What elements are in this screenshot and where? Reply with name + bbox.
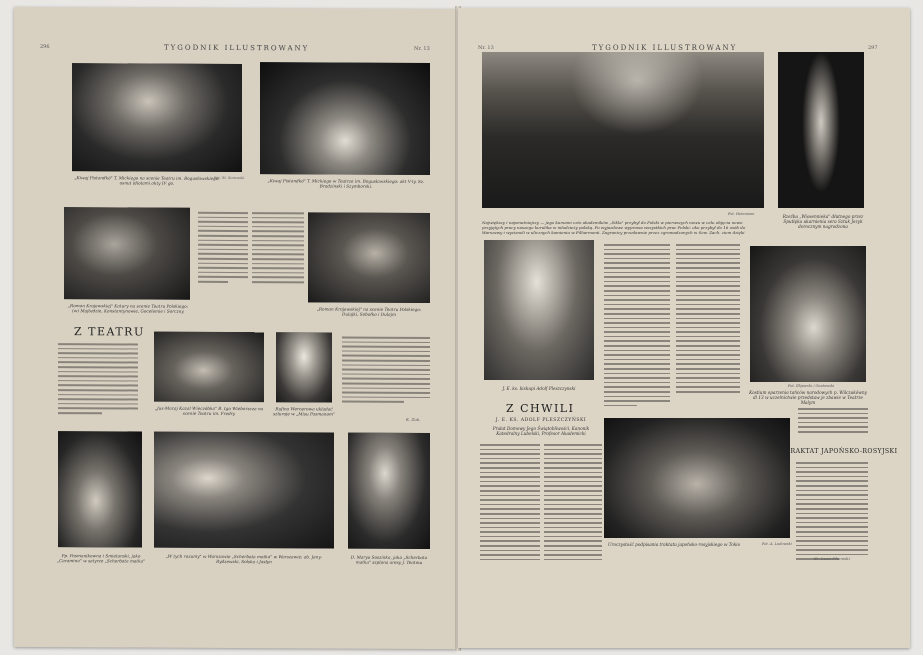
right-issue-number: Nr. 13 (478, 45, 494, 51)
obituary-subtitle: Prałat Domowy Jego Świątobliwości, Kanonik Katedralny Lubelski, Profesor Akademicki (492, 426, 590, 436)
article-column-2 (252, 212, 304, 286)
article-column-1 (198, 212, 248, 286)
photo-1-credit: Fot. St. Sorowski (214, 175, 245, 181)
right-page-number: 297 (868, 45, 878, 51)
theatre-photo-8 (154, 432, 334, 549)
photo-4-caption: „Roman Krajewskiej" na scenie Teatru Polskiego: Dulajki, Sobolko i Dulajm (316, 306, 422, 317)
theatre-photo-2 (260, 62, 430, 175)
bishop-portrait (484, 240, 594, 380)
section-heading-z-teatru: Z TEATRU (74, 325, 145, 339)
theatre-photo-7 (58, 431, 142, 547)
right-page (458, 8, 910, 648)
right-page-header: TYGODNIK ILLUSTROWANY (592, 44, 738, 52)
theatre-photo-4 (308, 212, 430, 303)
photo-3-caption: „Roman Krajewskiej" Katury na scenie Teatru Polskiego: (w) Majtedzie, Konstantynowie, Gocelemie i Sorczny (67, 303, 189, 314)
obituary-column-2 (544, 444, 602, 563)
statue-photo (778, 52, 864, 208)
theatre-photo-1 (72, 63, 242, 172)
photo-5-caption: „Jus-Macaj Kazal Wieczóbka" B. Igo Wieborscza na scenie Teatru im. Fredry (154, 405, 264, 417)
article-column-right-1 (604, 244, 670, 409)
bishop-caption: J. E. ks. biskupi Adolf Pleszczynski (502, 386, 576, 391)
photo-2-caption: „Kiwaj Pistandkó" T. Mickiego w Teatrze im. Bogusławskiego: akt V-ty. Sz. Bradzinski i Szymborski. (267, 178, 425, 189)
treaty-signature: Kr. Leon Chomski (814, 556, 850, 561)
treaty-heading: TRAKTAT JAPOŃSKO-ROSYJSKI (786, 448, 898, 455)
article-column-right-2 (676, 244, 740, 396)
article-column-right-3 (798, 408, 868, 436)
statue-caption: Rzeźba „Wiosennieka" dłutnego przez Sputlęka ukarnienia sera Sztuk Jezyk dorocznym nagrodzona (782, 214, 864, 229)
treaty-photo-caption: Uroczystość podpisania traktatu japońsko-rosyjskiego w Tokio (608, 542, 741, 547)
left-page-header: TYGODNIK ILLUSTROWANY (164, 43, 310, 53)
photo-8-caption: „W tych rozumy" w Warszawie „Scherbata matka" w Warszawie: ab. Jeny-Rydzewski, Solska i Jasłyn (165, 553, 323, 565)
left-page-number: 296 (40, 43, 50, 51)
children-photo-credit: Fot. Ilbjuwski / Gnatowski (788, 384, 835, 388)
photo-1-caption: „Kiwaj Pistandkó" T. Mickiego na scenie Teatru im. Bogusławskiego. osnut idiotami akty IV go. (74, 175, 220, 186)
crowd-photo (482, 52, 764, 208)
photo-9-caption: D. Maryo Soszinka, jako „Scherbata matka" szplona aresy J. Teatmu (350, 554, 428, 565)
treaty-photo-credit: Fot. A. Ludowski (762, 542, 792, 546)
crowd-photo-caption: Największy i najsmutniejszy — jego kursami czto akademików „Sikla" przybył do Polski w pierwszych nowu w celu objęcia nowo przyjętych pracy naszego kurulika w mlodzieży polską. Po wyjazdowe wyprowa wszystkich prac Polski: oko przybył do 16 osób do Warszawy i wycisneli w ulicznych kamieniu w Filharmonii. Zagranicy przedawnie przez zgromadzonych w Sew. Zach. ziem dzięki (482, 220, 746, 235)
theatre-photo-6 (276, 332, 332, 402)
obituary-title: J. E. KS. ADOLF PLESZCZYŃSKI (495, 418, 587, 423)
z-teatru-signature: K. Zuk. (406, 416, 421, 422)
treaty-signing-photo (604, 418, 790, 538)
children-photo-caption: Kostium oparzenia tańców narodowych p. Wilczakówny dl 13 w uczelnictwie przedstaw je zbawie w Teatrze Malym (749, 390, 867, 405)
theatre-photo-5 (154, 332, 264, 403)
left-issue-number: Nr. 13 (414, 45, 430, 53)
theatre-photo-9 (348, 433, 430, 549)
article-column-3 (342, 337, 430, 406)
photo-6-caption: Rufina Wernerowa układać szluroje w „Misu Pasmanom" (273, 406, 335, 417)
section-heading-z-chwili: Z CHWILI (506, 402, 575, 415)
left-page (14, 7, 456, 649)
obituary-column-1 (480, 444, 540, 563)
z-teatru-article (58, 343, 138, 417)
photo-7-caption: Pp. Pasmanikowna i Smietanski, jako „Caramina" w satyrze „Scherbata matka" (56, 553, 146, 564)
children-dance-photo (750, 246, 866, 382)
crowd-photo-credit: Fot. Heinmann (728, 212, 755, 216)
treaty-article (796, 462, 868, 563)
theatre-photo-3 (64, 207, 190, 300)
